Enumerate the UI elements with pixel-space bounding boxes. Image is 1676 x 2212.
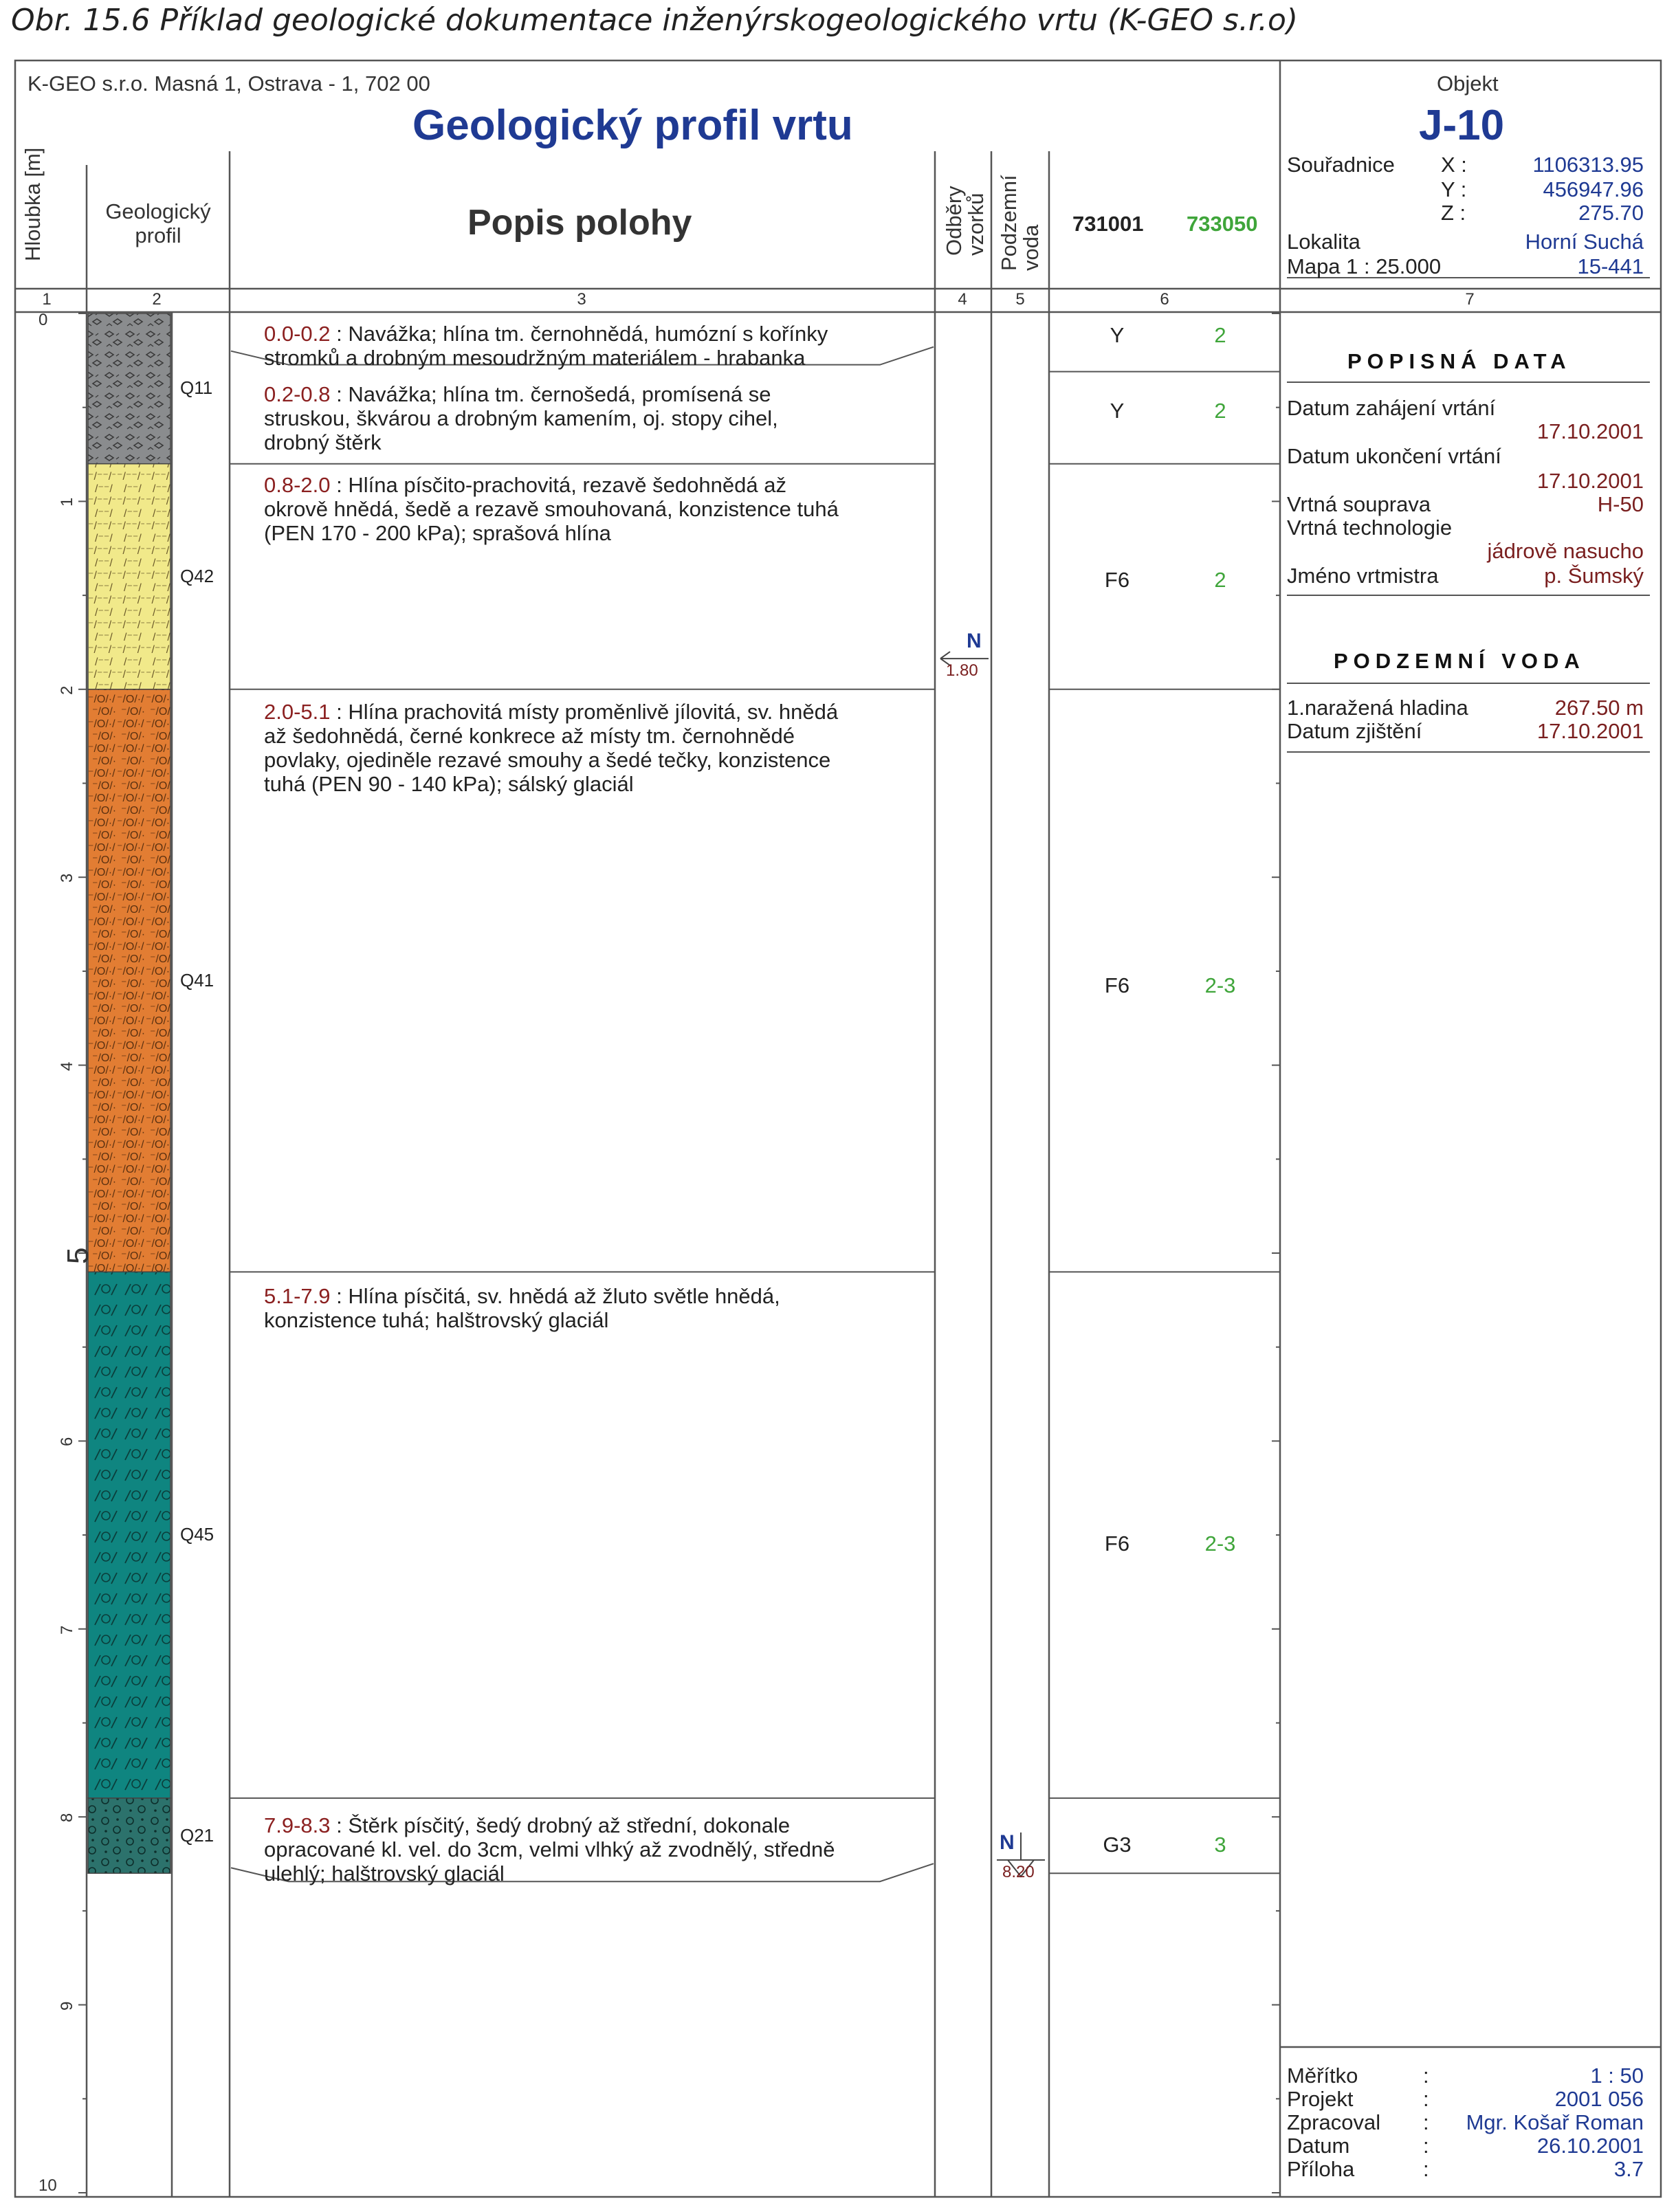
description-line: 7.9-8.3 : Štěrk písčitý, šedý drobný až střední, dokonale [264,1813,791,1837]
depth-label: 9 [58,2001,76,2011]
class-grade: 2-3 [1204,973,1236,997]
description-range: 0.2-0.8 [264,382,331,406]
depth-label: 6 [58,1437,76,1447]
coords-x-value: 1106313.95 [1532,153,1644,177]
mapa-label: Mapa 1 : 25.000 [1287,254,1442,278]
description-range: 7.9-8.3 [264,1813,331,1837]
column-header-profile-text: Geologický profil [105,199,211,247]
description-range: 0.8-2.0 [264,473,331,497]
depth-label: 7 [58,1625,76,1635]
layer-code: Q11 [180,377,213,399]
layer-code: Q45 [180,1524,214,1545]
podzemni-voda-header: PODZEMNÍ VODA [1334,649,1585,673]
description-line: až šedohnědá, černé konkrece až místy tm. černohnědé [264,724,795,748]
projekt-label: Projekt [1287,2087,1354,2111]
column-number: 5 [1015,290,1025,309]
column-header-depth: Hloubka [m] [21,147,45,261]
datum-label: Datum [1287,2134,1350,2158]
description-line: okrově hnědá, šedě a rezavě smouhovaná, konzistence tuhá [264,497,839,521]
layer-description [264,1284,780,1332]
depth-label: 4 [58,1061,76,1071]
datum-value: 26.10.2001 [1536,2134,1644,2158]
priloha-label: Příloha [1287,2157,1355,2181]
column-number: 4 [958,290,967,309]
object-code: J-10 [1419,102,1505,149]
class-grade: 3 [1214,1833,1226,1857]
description-line: tuhá (PEN 90 - 140 kPa); sálský glaciál [264,772,634,796]
class-grade: 2 [1214,399,1226,423]
depth-label: 8 [58,1813,76,1823]
mapa-value: 15-441 [1577,254,1644,278]
zjisteni-label: Datum zjištění [1287,719,1422,743]
hladina-label: 1.naražená hladina [1287,696,1468,720]
description-line: 0.8-2.0 : Hlína písčito-prachovitá, rezavě šedohnědá až [264,473,786,497]
water-level-value: 8.20 [1002,1862,1035,1881]
layer-description [264,322,828,370]
coords-y-label: Y : [1441,177,1467,201]
priloha-colon: : [1423,2157,1429,2181]
layer-description [264,1813,835,1885]
lokalita-label: Lokalita [1287,230,1360,254]
coords-y-value: 456947.96 [1543,177,1644,201]
layer-pattern-Q41 [88,689,170,1272]
depth-label: 0 [38,311,48,329]
description-line: drobný štěrk [264,430,382,454]
water-level-value: 1.80 [946,661,978,681]
coords-z-value: 275.70 [1578,201,1644,225]
layer-description [264,382,778,454]
water-level-letter: N [967,630,982,653]
layer-pattern-Q21 [88,1798,170,1873]
souprava-value: H-50 [1597,492,1644,516]
meritko-colon: : [1423,2064,1429,2088]
hladina-value: 267.50 m [1554,696,1644,720]
meritko-label: Měřítko [1287,2064,1358,2088]
description-line: povlaky, ojediněle rezavé smouhy a šedé tečky, konzistence [264,748,831,772]
description-line: (PEN 170 - 200 kPa); sprašová hlína [264,521,611,545]
column-number: 3 [577,290,586,309]
layer-code: Q21 [180,1824,214,1846]
layer-description [264,700,838,796]
log-title: Geologický profil vrtu [412,102,853,149]
company-address: K-GEO s.r.o. Masná 1, Ostrava - 1, 702 00 [27,71,430,96]
layer-pattern-Q42 [88,464,170,689]
layer-description [264,473,839,545]
coords-x-label: X : [1441,153,1467,177]
description-line: 2.0-5.1 : Hlína prachovitá místy proměnlivě jílovitá, sv. hnědá [264,700,839,724]
datum-zahajeni-label: Datum zahájení vrtání [1287,396,1496,420]
souprava-label: Vrtná souprava [1287,492,1431,516]
description-line: 0.2-0.8 : Navážka; hlína tm. černošedá, promísená se [264,382,771,406]
layer-code: Q42 [180,565,214,586]
figure-caption: Obr. 15.6 Příklad geologické dokumentace inženýrskogeologického vrtu (K-GEO s.r.o) [11,3,1299,38]
class-code: F6 [1104,1531,1130,1556]
column-header-description: Popis polohy [467,203,692,243]
description-line: 0.0-0.2 : Navážka; hlína tm. černohnědá, humózní s kořínky [264,322,828,346]
meritko-value: 1 : 50 [1590,2064,1644,2088]
datum-ukonceni-label: Datum ukončení vrtání [1287,444,1501,468]
description-range: 2.0-5.1 [264,700,331,724]
zpracoval-colon: : [1423,2110,1429,2134]
zpracoval-value: Mgr. Košař Roman [1466,2110,1644,2134]
layer-code: Q41 [180,969,214,991]
water-level-letter: N [1000,1831,1015,1854]
datum-zahajeni-value: 17.10.2001 [1536,419,1644,443]
depth-label: 5 [61,1247,95,1264]
description-range: 5.1-7.9 [264,1284,331,1308]
description-line: opracované kl. vel. do 3cm, velmi vlhký až zvodnělý, středně [264,1837,835,1861]
class-code: F6 [1104,568,1130,592]
lokalita-value: Horní Suchá [1525,230,1644,254]
column-number: 1 [42,290,52,309]
description-line: konzistence tuhá; halštrovský glaciál [264,1308,609,1332]
description-line: ulehlý; halštrovský glaciál [264,1861,505,1885]
technologie-value: jádrově nasucho [1487,539,1644,563]
projekt-colon: : [1423,2087,1429,2111]
depth-label: 1 [58,498,76,507]
outer-frame [15,60,1661,2197]
object-label: Objekt [1437,71,1499,96]
class-grade: 2 [1214,323,1226,347]
class-grade: 2 [1214,568,1226,592]
datum-colon: : [1423,2134,1429,2158]
layer-pattern-Q45 [88,1272,170,1798]
projekt-value: 2001 056 [1554,2087,1644,2111]
column-header-code-b: 733050 [1187,212,1258,236]
description-line: stromků a drobným mesoudržným materiálem - hrabanka [264,346,806,370]
column-number: 7 [1465,290,1475,309]
description-line: struskou, škvárou a drobným kamením, oj. stopy cihel, [264,406,778,430]
class-code: G3 [1103,1833,1132,1857]
coords-z-label: Z : [1441,201,1466,225]
vrtmistr-label: Jméno vrtmistra [1287,564,1439,588]
zjisteni-value: 17.10.2001 [1536,719,1644,743]
column-number: 6 [1160,290,1169,309]
column-header-code-a: 731001 [1072,212,1144,236]
datum-ukonceni-value: 17.10.2001 [1536,469,1644,493]
depth-label: 3 [58,873,76,883]
description-line: 5.1-7.9 : Hlína písčitá, sv. hnědá až žluto světle hnědá, [264,1284,780,1308]
coords-label: Souřadnice [1287,153,1395,177]
popisna-data-header: POPISNÁ DATA [1347,349,1572,373]
technologie-label: Vrtná technologie [1287,516,1453,540]
zpracoval-label: Zpracoval [1287,2110,1381,2134]
depth-label: 2 [58,685,76,695]
class-code: Y [1110,399,1125,423]
depth-label: 10 [38,2176,57,2195]
layer-pattern-Q11 [88,313,170,464]
column-header-samples: Odběry vzorků [942,186,988,256]
column-number: 2 [152,290,162,309]
priloha-value: 3.7 [1613,2157,1644,2181]
class-code: Y [1110,323,1125,347]
class-grade: 2-3 [1204,1531,1236,1556]
class-code: F6 [1104,973,1130,997]
column-header-profile [89,199,227,247]
vrtmistr-value: p. Šumský [1544,564,1644,588]
description-range: 0.0-0.2 [264,322,331,346]
column-header-water: Podzemní voda [997,175,1043,271]
